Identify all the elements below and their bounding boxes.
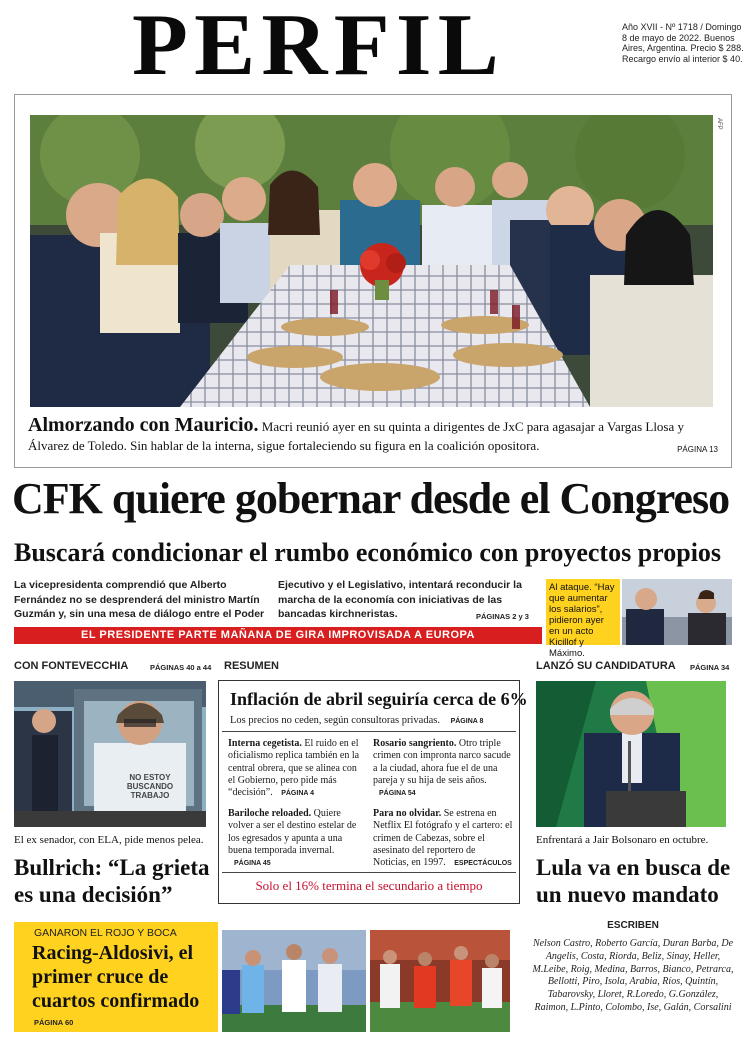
bullrich-sign-text: NO ESTOY BUSCANDO TRABAJO [126,773,174,800]
ataque-box[interactable] [546,579,620,659]
bariloche-lead: Bariloche reloaded. [228,808,312,819]
issue-info: Año XVII - Nº 1718 / Domingo 8 de mayo de 2022. Buenos Aires, Argentina. Precio $ 288. Recargo envío al interior $ 40. [622,22,744,64]
interna-lead: Interna cegetista. [228,738,302,749]
lula-label: LANZÓ SU CANDIDATURA [536,660,676,672]
racing-photo-2-illustration [370,930,510,1032]
racing-kicker: GANARON EL ROJO Y BOCA [34,927,177,939]
fontevecchia-label: CON FONTEVECCHIA [14,660,129,672]
racing-photo-2[interactable] [370,930,510,1032]
main-story-col1: La vicepresidenta comprendió que Alberto Fernández no se desprenderá del ministro Martín Guzmán y, sin una mesa de diálogo entre el Poder [14,579,265,620]
inflacion-sub-text: Los precios no ceden, según consultoras privadas. [230,715,440,726]
resumen-item-rosario[interactable] [373,738,513,800]
bullrich-photo-illustration [14,681,206,827]
bariloche-body: Quiere volver a ser el destino estelar de los egresados y apunta a una buena temporada invernal. [228,808,357,856]
lula-photo[interactable] [536,681,726,827]
lunch-photo-illustration [30,115,713,407]
ataque-photo-illustration [622,579,732,645]
lula-caption: Enfrentará a Jair Bolsonaro en octubre. [536,834,709,846]
lula-page: PÁGINA 34 [690,663,730,672]
olvidar-body: Se estrena en Netflix El fotógrafo y el cartero: el crimen de Cabezas, sobre el asesinato del reportero de Noticias, en 1997. [373,808,513,869]
olvidar-lead: Para no olvidar. [373,808,442,819]
lula-photo-illustration [536,681,726,827]
racing-photo-1-illustration [222,930,366,1032]
inflacion-headline[interactable]: Inflación de abril seguiría cerca de 6% [230,689,528,709]
inflacion-page: PÁGINA 8 [450,718,484,725]
photo-caption-lead[interactable]: Almorzando con Mauricio. [28,414,259,436]
lunch-photo[interactable] [30,115,713,407]
photo-credit: AFP [716,118,722,130]
resumen-item-olvidar[interactable] [373,808,513,870]
ataque-text: Al ataque. “Hay que aumentar los salarios”, pidieron ayer en un acto Kicillof y Máximo. [549,582,615,659]
photo-caption-body: Macri reunió ayer en su quinta a dirigentes de JxC para agasajar a Vargas Llosa y Álvarez de Toledo. Sin hablar de la interna, sigue fortaleciendo su figura en la coalición opositora. [28,419,685,453]
racing-headline[interactable]: Racing-Aldosivi, el primer cruce de cuartos confirmado [32,942,200,1012]
rosario-body: Otro triple crimen con impronta narco sacude a la ciudad, ahora fue el de una pareja y su hija de seis años. [373,738,511,786]
escriben-names: Nelson Castro, Roberto García, Duran Barba, De Angelis, Costa, Riorda, Beliz, Sinay, Heller, M.Leibe, Roig, Medina, Barros, Bianco, Petrarca, Bellotti, Piro, Isola, Arabia, Ríos, Quintín, Tabarovsky, Lloret, R.Loredo, G.González, Raimon, L.Pinto, Colombo, Ise, Galán, Corsalini [532,938,734,1013]
photo-caption [28,416,718,459]
newspaper-logo[interactable]: PERFIL [132,0,506,94]
resumen-label: RESUMEN [224,660,280,672]
main-story-col2: Ejecutivo y el Legislativo, intentará reconducir la marcha de la economía con iniciativas de las bancadas kirchneristas. [278,579,522,620]
ataque-photo[interactable] [622,579,732,645]
resumen-item-interna[interactable] [228,738,366,800]
bullrich-caption: El ex senador, con ELA, pide menos pelea. [14,834,204,846]
racing-photo-1[interactable] [222,930,366,1032]
resumen-footer[interactable]: Solo el 16% termina el secundario a tiempo [255,878,483,893]
bariloche-page: PÁGINA 45 [234,860,271,868]
inflacion-sub [230,715,514,728]
main-subhead[interactable]: Buscará condicionar el rumbo económico con proyectos propios [14,538,722,567]
bullrich-photo[interactable] [14,681,206,827]
interna-page: PÁGINA 4 [281,790,315,798]
rosario-lead: Rosario sangriento. [373,738,457,749]
bullrich-headline[interactable]: Bullrich: “La grieta es una decisión” [14,855,210,907]
photo-caption-page: PÁGINA 13 [677,445,718,454]
resumen-divider [222,731,516,732]
masthead [0,0,750,92]
resumen-divider-bottom [222,872,516,873]
main-story-page: PÁGINAS 2 y 3 [476,612,529,621]
olvidar-page: ESPECTÁCULOS [454,860,512,868]
escriben-label: ESCRIBEN [607,920,659,931]
rosario-page: PÁGINA 54 [379,790,416,798]
main-headline[interactable]: CFK quiere gobernar desde el Congreso [12,474,730,523]
resumen-item-bariloche[interactable] [228,808,366,870]
racing-page: PÁGINA 60 [34,1018,74,1027]
gira-banner[interactable]: EL PRESIDENTE PARTE MAÑANA DE GIRA IMPROVISADA A EUROPA [14,627,542,644]
interna-body: El ruido en el oficialismo replica también en la central obrera, que se alinea con el Gobierno, pero pide más “decisión”. [228,738,360,799]
lula-headline[interactable]: Lula va en busca de un nuevo mandato [536,855,731,907]
fontevecchia-page: PÁGINAS 40 a 44 [150,663,212,672]
